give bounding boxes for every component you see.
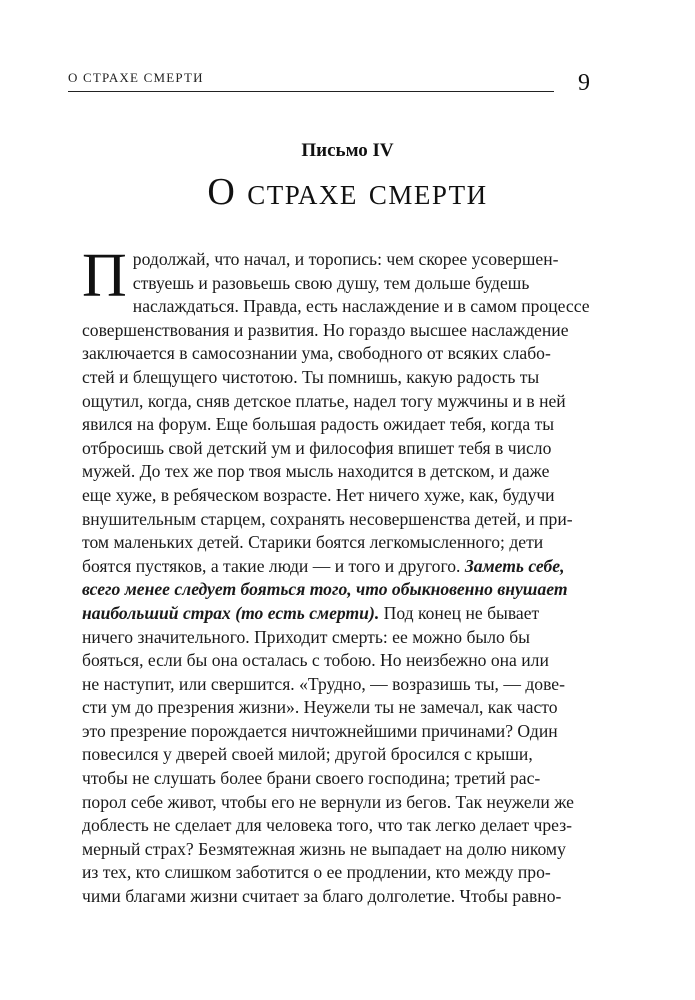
text-line: порол себе живот, чтобы его не вернули из бегов. Так неужели же — [82, 791, 574, 812]
text-line: явился на форум. Еще большая радость ожидает тебя, когда ты — [82, 414, 555, 435]
text-line: отбросишь свой детский ум и философия впишет тебя в число — [82, 437, 552, 458]
text-line: ствуешь и разовьешь свою душу, тем дольше будешь — [132, 272, 530, 293]
text-line: том маленьких детей. Старики боятся легкомысленного; дети — [82, 532, 544, 553]
emphasis-text: всего менее следует бояться того, что обыкновенно внушает — [82, 579, 568, 600]
text-line: еще хуже, в ребяческом возрасте. Нет ничего хуже, как, будучи — [82, 484, 555, 505]
text-line: из тех, кто слишком заботится о ее продлении, кто между про- — [82, 862, 551, 883]
header-rule — [68, 91, 554, 92]
text-line: сти ум до презрения жизни». Неужели ты не замечал, как часто — [82, 697, 558, 718]
text-line: бояться, если бы она осталась с тобою. Но неизбежно она или — [82, 650, 549, 671]
text-line: чтобы не слушать более брани своего господина; третий рас- — [82, 768, 541, 789]
text-segment: Под конец не бывает — [379, 602, 540, 623]
text-line: мерный страх? Безмятежная жизнь не выпадает на долю никому — [82, 838, 566, 859]
text-line: родолжай, что начал, и торопись: чем скорее усовершен- — [132, 249, 559, 269]
text-line — [82, 602, 582, 626]
drop-cap: П — [82, 242, 127, 310]
text-line — [82, 555, 582, 579]
text-line: совершенствования и развития. Но гораздо высшее наслаждение — [82, 319, 569, 340]
emphasis-text: Заметь себе, — [464, 555, 565, 576]
text-line: ничего значительного. Приходит смерть: ее можно было бы — [82, 626, 530, 647]
text-line: чими благами жизни считает за благо долголетие. Чтобы равно- — [82, 886, 562, 907]
text-line: мужей. До тех же пор твоя мысль находится в детском, и даже — [82, 461, 550, 482]
text-line: заключается в самосознании ума, свободного от всяких слабо- — [82, 343, 551, 364]
running-head: О СТРАХЕ СМЕРТИ — [68, 70, 204, 85]
text-line: наслаждаться. Правда, есть наслаждение и в самом процессе — [132, 296, 590, 317]
letter-number: Письмо IV — [301, 140, 394, 161]
page-number: 9 — [578, 70, 590, 96]
text-line: это презрение порождается ничтожнейшими причинами? Один — [82, 720, 558, 741]
text-line: ощутил, когда, сняв детское платье, надел тогу мужчины и в ней — [82, 390, 566, 411]
text-line: повесился у дверей своей милой; другой бросился с крыши, — [82, 744, 533, 765]
text-line — [82, 578, 582, 602]
text-line: внушительным старцем, сохранять несовершенства детей, и при- — [82, 508, 573, 529]
text-line: доблесть не сделает для человека того, что так легко делает чрез- — [82, 815, 573, 836]
text-segment: боятся пустяков, а такие люди — и того и другого. — [82, 555, 465, 576]
emphasis-text: наибольший страх (то есть смерти). — [82, 602, 380, 623]
chapter-title: О страхе смерти — [207, 171, 488, 213]
text-line: стей и блещущего чистотою. Ты помнишь, какую радость ты — [82, 366, 540, 387]
text-line: не наступит, или свершится. «Трудно, — возразишь ты, — дове- — [82, 673, 565, 694]
body-text — [82, 242, 590, 909]
